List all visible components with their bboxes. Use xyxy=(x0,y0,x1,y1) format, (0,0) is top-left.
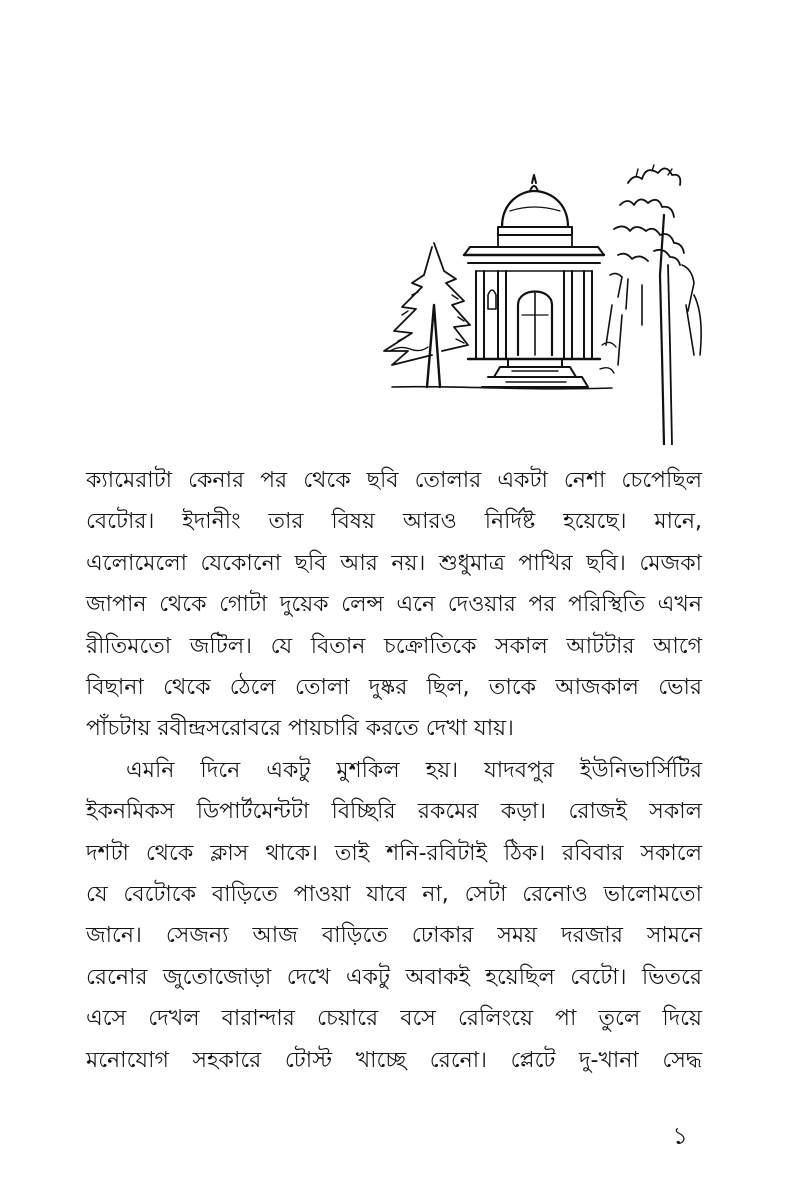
paragraph-line: দশটা থেকে ক্লাস থাকে। তাই শনি-রবিটাই ঠিক। রবিবার সকালে xyxy=(86,840,702,866)
paragraph-line: এমনি দিনে একটু মুশকিল হয়। যাদবপুর ইউনিভার্সিটির xyxy=(126,757,702,783)
paragraph-line: মনোযোগ সহকারে টোস্ট খাচ্ছে রেনো। প্লেটে দু-খানা সেদ্ধ xyxy=(86,1047,702,1073)
paragraph-line: রীতিমতো জটিল। যে বিতান চক্রোতিকে সকাল আটটার আগে xyxy=(86,633,702,659)
paragraph-line: ক্যামেরাটা কেনার পর থেকে ছবি তোলার একটা নেশা চেপেছিল xyxy=(86,468,702,493)
pavilion-illustration xyxy=(372,155,717,445)
paragraph-line: রেনোর জুতোজোড়া দেখে একটু অবাকই হয়েছিল বেটো। ভিতরে xyxy=(86,964,702,990)
paragraph-line: এসে দেখল বারান্দার চেয়ারে বসে রেলিংয়ে পা তুলে দিয়ে xyxy=(86,1006,702,1032)
paragraph-2 xyxy=(86,750,702,1081)
paragraph-line: এলোমেলো যেকোনো ছবি আর নয়। শুধুমাত্র পাখির ছবি। মেজকা xyxy=(86,550,702,576)
paragraph-line: বিছানা থেকে ঠেলে তোলা দুষ্কর ছিল, তাকে আজকাল ভোর xyxy=(86,675,702,701)
paragraph-line: জানে। সেজন্য আজ বাড়িতে ঢোকার সময় দরজার সামনে xyxy=(86,923,702,949)
pavilion-trees-sketch-icon xyxy=(372,155,717,445)
paragraph-line: ইকনমিকস ডিপার্টমেন্টটা বিচ্ছিরি রকমের কড়া। রোজই সকাল xyxy=(86,799,703,825)
paragraph-line: বেটোর। ইদানীং তার বিষয় আরও নির্দিষ্ট হয়েছে। মানে, xyxy=(86,509,702,535)
paragraph-1 xyxy=(86,460,702,750)
paragraph-line: জাপান থেকে গোটা দুয়েক লেন্স এনে দেওয়ার পর পরিস্থিতি এখন xyxy=(86,592,702,618)
paragraph-line: যে বেটোকে বাড়িতে পাওয়া যাবে না, সেটা রেনোও ভালোমতো xyxy=(86,882,702,908)
paragraph-line: পাঁচটায় রবীন্দ্রসরোবরে পায়চারি করতে দেখা যায়। xyxy=(86,716,514,742)
story-text xyxy=(86,460,702,1081)
page-number: ১ xyxy=(672,1122,688,1150)
